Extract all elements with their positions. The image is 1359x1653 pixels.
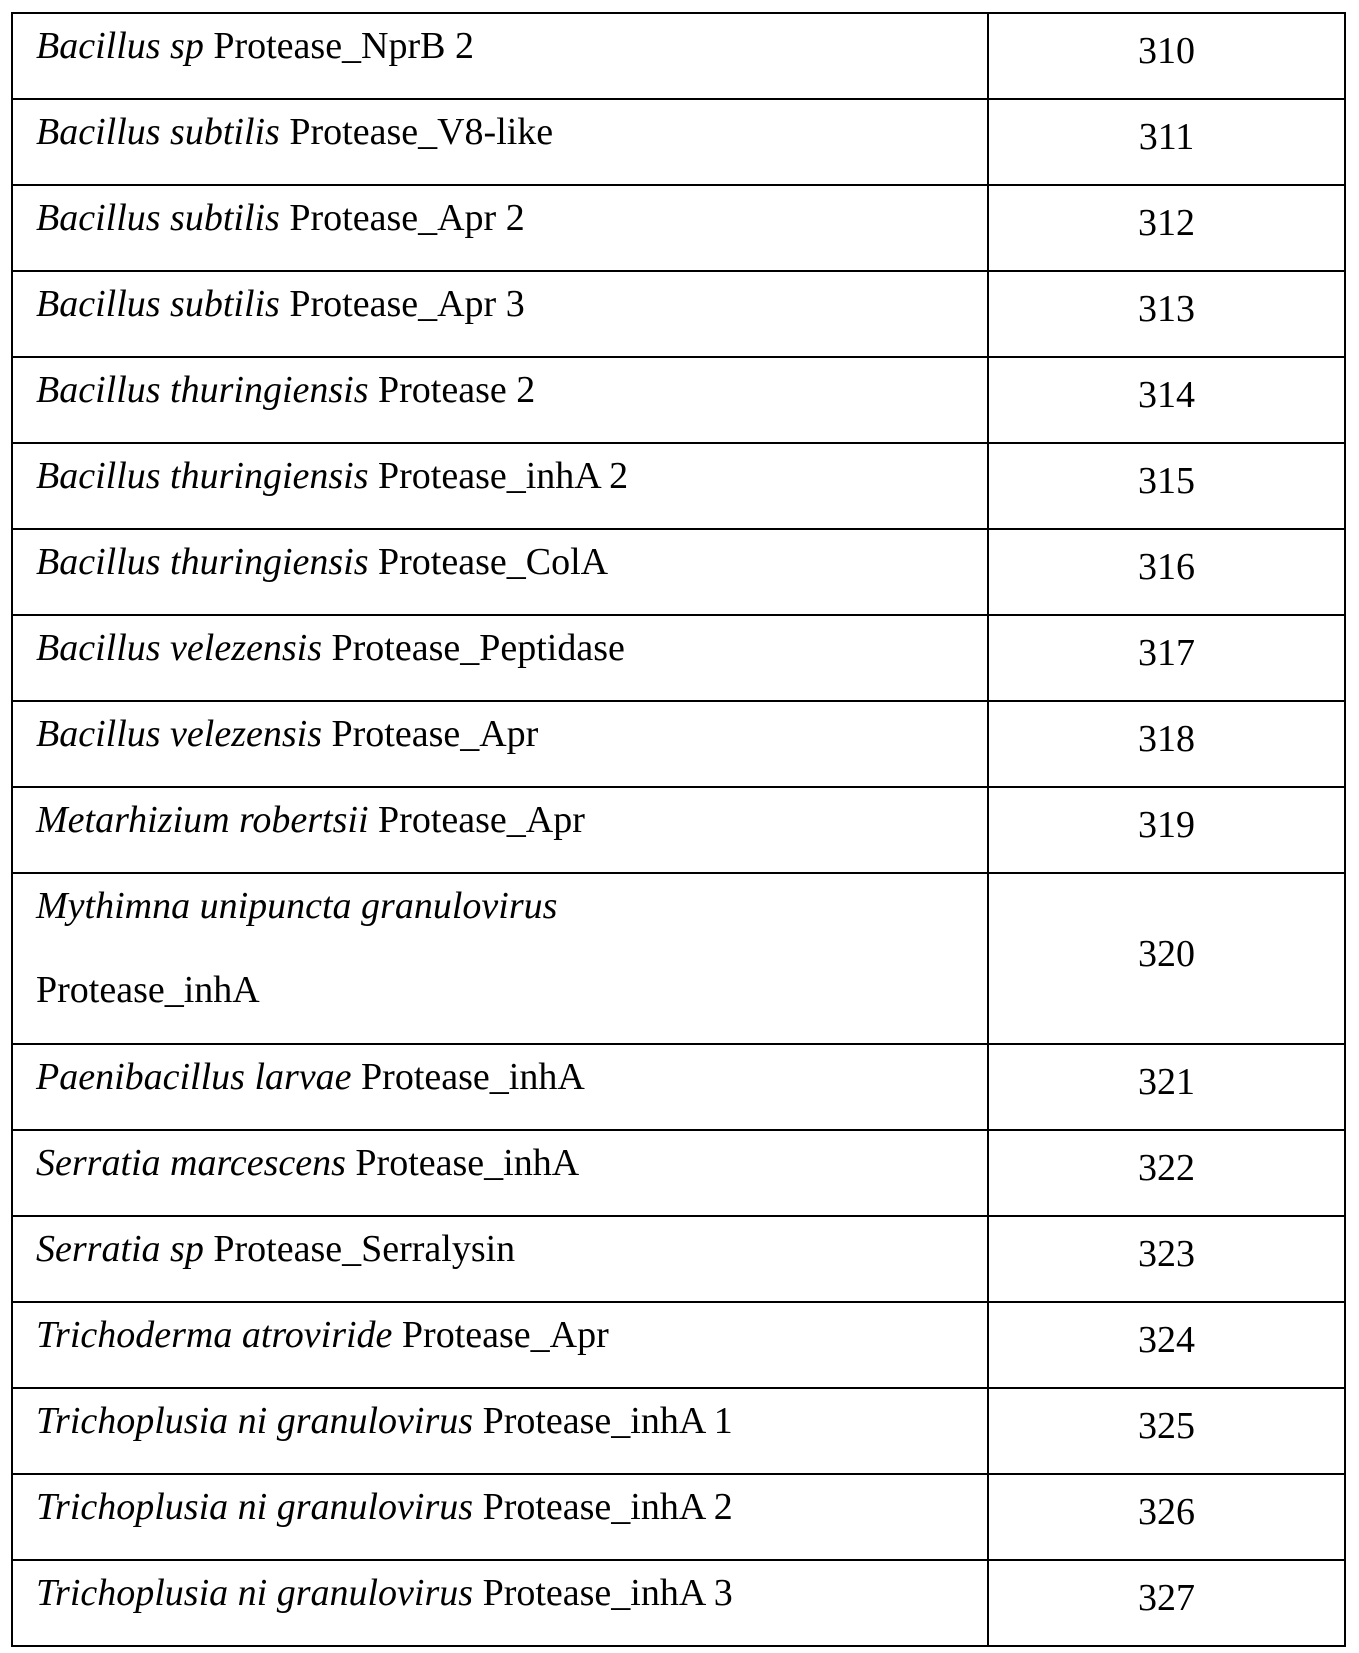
protein-name-cell xyxy=(12,271,988,357)
seq-id-cell: 323 xyxy=(988,1216,1345,1302)
protein-name-cell xyxy=(12,1560,988,1646)
table-row xyxy=(12,615,1345,701)
seq-id-cell: 311 xyxy=(988,99,1345,185)
protein-name-cell xyxy=(12,99,988,185)
protein-name-cell xyxy=(12,357,988,443)
protein-label: Protease_Peptidase xyxy=(331,627,624,669)
protein-label: Protease_Apr 2 xyxy=(289,197,524,239)
protein-name-cell xyxy=(12,615,988,701)
protein-name-cell xyxy=(12,1044,988,1130)
species-name: Bacillus subtilis xyxy=(36,283,280,325)
protein-name-cell xyxy=(12,1474,988,1560)
protein-label: Protease_Apr xyxy=(378,799,585,841)
protein-name-cell xyxy=(12,787,988,873)
protease-sequence-table xyxy=(11,12,1346,1647)
species-name: Trichoplusia ni granulovirus xyxy=(36,1400,473,1442)
protein-name-cell xyxy=(12,185,988,271)
protein-label: Protease_Serralysin xyxy=(213,1228,515,1270)
table-row xyxy=(12,1388,1345,1474)
protein-label: Protease_inhA 3 xyxy=(483,1572,733,1614)
species-name: Bacillus velezensis xyxy=(36,627,322,669)
seq-id-cell: 316 xyxy=(988,529,1345,615)
protein-name-cell xyxy=(12,1130,988,1216)
species-name: Mythimna unipuncta granulovirus xyxy=(36,885,557,927)
seq-id-cell: 317 xyxy=(988,615,1345,701)
table-row xyxy=(12,701,1345,787)
protein-name-cell xyxy=(12,1216,988,1302)
seq-id-cell: 322 xyxy=(988,1130,1345,1216)
table-row xyxy=(12,1560,1345,1646)
species-name: Bacillus sp xyxy=(36,25,204,67)
protein-name-cell xyxy=(12,529,988,615)
protein-label: Protease_inhA xyxy=(355,1142,579,1184)
protein-label: Protease_ColA xyxy=(378,541,608,583)
species-name: Bacillus thuringiensis xyxy=(36,369,369,411)
seq-id-cell: 314 xyxy=(988,357,1345,443)
protein-label: Protease_inhA 2 xyxy=(378,455,628,497)
protein-name-cell xyxy=(12,443,988,529)
species-name: Bacillus subtilis xyxy=(36,111,280,153)
protein-name-cell xyxy=(12,13,988,99)
protein-name-cell xyxy=(12,1302,988,1388)
protein-label: Protease_NprB 2 xyxy=(213,25,474,67)
table-row xyxy=(12,443,1345,529)
species-name: Trichoplusia ni granulovirus xyxy=(36,1486,473,1528)
protein-label: Protease_Apr xyxy=(331,713,538,755)
seq-id-cell: 318 xyxy=(988,701,1345,787)
protein-label: Protease_Apr 3 xyxy=(289,283,524,325)
table-body xyxy=(12,13,1345,1646)
seq-id-cell: 325 xyxy=(988,1388,1345,1474)
seq-id-cell: 312 xyxy=(988,185,1345,271)
table-row xyxy=(12,873,1345,1044)
table-row xyxy=(12,1130,1345,1216)
seq-id-cell: 324 xyxy=(988,1302,1345,1388)
table-row xyxy=(12,1474,1345,1560)
table-row xyxy=(12,1302,1345,1388)
protein-label: Protease_V8-like xyxy=(289,111,553,153)
seq-id-cell: 315 xyxy=(988,443,1345,529)
protein-label: Protease_inhA 1 xyxy=(483,1400,733,1442)
species-name: Bacillus subtilis xyxy=(36,197,280,239)
protein-label: Protease_inhA 2 xyxy=(483,1486,733,1528)
table-row xyxy=(12,787,1345,873)
protein-label: Protease 2 xyxy=(378,369,535,411)
table-row xyxy=(12,99,1345,185)
table-row xyxy=(12,1044,1345,1130)
protein-label: Protease_inhA xyxy=(361,1056,585,1098)
protein-name-cell xyxy=(12,1388,988,1474)
species-name: Paenibacillus larvae xyxy=(36,1056,352,1098)
species-name: Serratia sp xyxy=(36,1228,204,1270)
seq-id-cell: 327 xyxy=(988,1560,1345,1646)
protein-label: Protease_Apr xyxy=(402,1314,609,1356)
species-name: Bacillus velezensis xyxy=(36,713,322,755)
seq-id-cell: 326 xyxy=(988,1474,1345,1560)
seq-id-cell: 319 xyxy=(988,787,1345,873)
table-row xyxy=(12,529,1345,615)
table-row xyxy=(12,357,1345,443)
seq-id-cell: 321 xyxy=(988,1044,1345,1130)
table-row xyxy=(12,13,1345,99)
seq-id-cell: 310 xyxy=(988,13,1345,99)
species-name: Trichoderma atroviride xyxy=(36,1314,392,1356)
seq-id-cell: 320 xyxy=(988,873,1345,1044)
table-row xyxy=(12,185,1345,271)
species-name: Metarhizium robertsii xyxy=(36,799,369,841)
protein-label: Protease_inhA xyxy=(36,969,260,1011)
species-name: Bacillus thuringiensis xyxy=(36,541,369,583)
species-name: Serratia marcescens xyxy=(36,1142,346,1184)
seq-id-cell: 313 xyxy=(988,271,1345,357)
protein-name-cell xyxy=(12,701,988,787)
species-name: Bacillus thuringiensis xyxy=(36,455,369,497)
protein-name-cell xyxy=(12,873,988,1044)
table-row xyxy=(12,271,1345,357)
species-name: Trichoplusia ni granulovirus xyxy=(36,1572,473,1614)
table-row xyxy=(12,1216,1345,1302)
